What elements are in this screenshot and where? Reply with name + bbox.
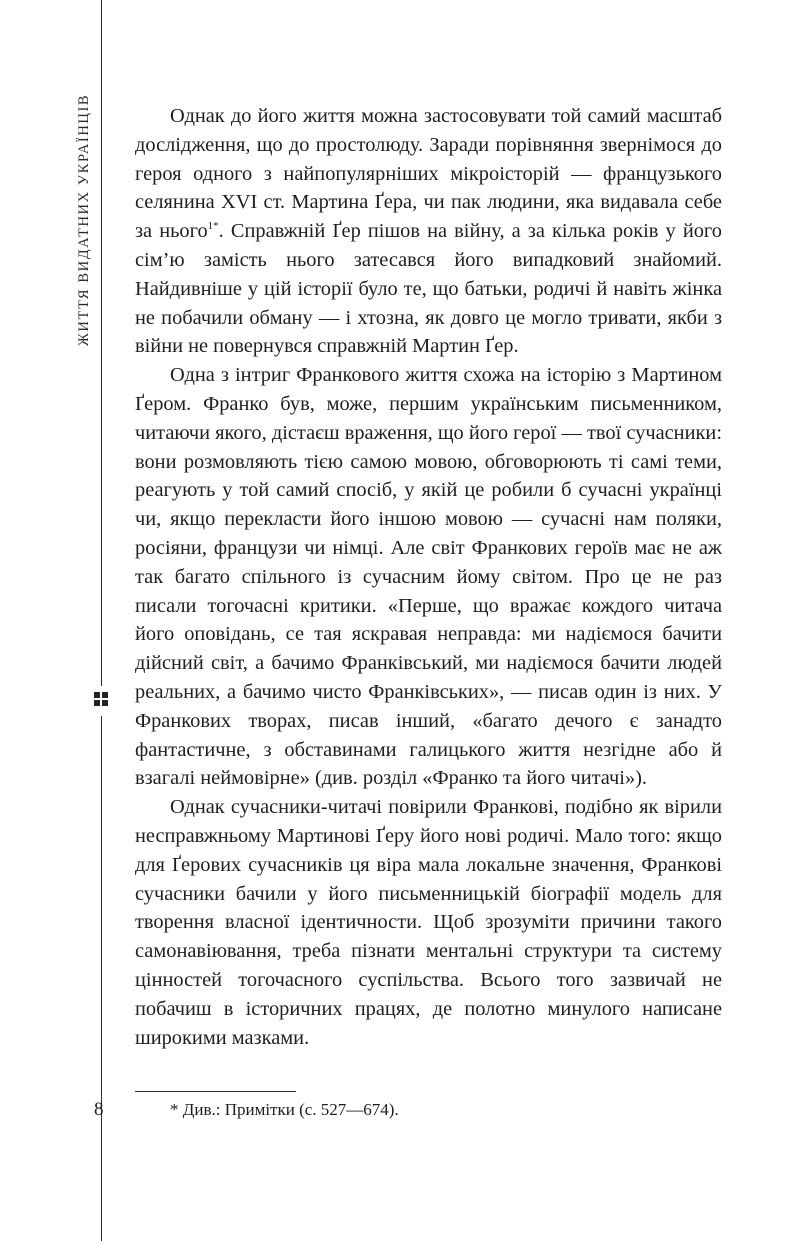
paragraph: Однак сучасники-читачі повірили Франкові, подібно як вірили несправжньому Мартинові Ґеру його нові родичі. Мало того: якщо для Ґерових сучасників ця віра мала локальне значення, Франкові сучасники бачили у його письменницькій біографії модель для творення власної ідентичности. Щоб зрозуміти причини такого самонавіювання, треба пізнати ментальні структури та систему цінностей тогочасного суспільства. Всього того зазвичай не побачиш в історичних працях, де полотно минулого написане широкими мазками. [135, 796, 722, 1049]
paragraph: Одна з інтриг Франкового життя схожа на історію з Мартином Ґером. Франко був, може, першим українським письменником, читаючи якого, дістаєш враження, що його герої — твої сучасники: вони розмовляють тією самою мовою, обговорюють ті самі теми, реагують у той самий спосіб, у якій це робили б сучасні українці чи, якщо перекласти його іншою мовою — сучасні нам поляки, росіяни, французи чи німці. Але світ Франкових героїв має не аж так багато спільного із сучасним йому світом. Про це не раз писали тогочасні критики. «Перше, що вражає кождого читача його оповідань, се тая яскравая неправда: ми надіємося бачити дійсний світ, а бачимо Франківський, ми надіємося бачити людей реальних, а бачимо чисто Франківських», — писав один із них. У Франкових творах, писав інший, «багато дечого є занадто фантастичне, з обставинами галицького життя незгідне або й взагалі неймовірне» (див. розділ «Франко та його читачі»). [135, 364, 722, 790]
footnote: * Див.: Примітки (с. 527—674). [170, 1100, 399, 1119]
footnote-separator [135, 1091, 296, 1092]
series-vertical-rule [101, 0, 102, 686]
section-marker-icon [94, 692, 110, 712]
paragraph: Однак до його життя можна застосовувати той самий масштаб дослідження, що до простолюду. Заради порівняння звернімося до героя одного з найпопулярніших мікроісторій — французького селянина XVI ст. Мартина Ґера, чи пак людини, яка видавала себе за нього$^{1*}$. Справжній Ґер пішов на війну, а за кілька років у його сім’ю замість нього затесався його випадковий знайомий. Найдивніше у цій історії було те, що батьки, родичі й навіть жінка не побачили обману — і хтозна, як довго це могло тривати, якби з війни не повернувся справжній Мартин Ґер. [135, 105, 722, 358]
series-vertical-rule-lower [101, 716, 102, 1241]
body-text [135, 102, 722, 1052]
footnote-reference: 1* [207, 220, 219, 233]
page-number: 8 [94, 1099, 104, 1120]
series-title: ЖИТТЯ ВИДАТНИХ УКРАЇНЦІВ [76, 93, 92, 347]
